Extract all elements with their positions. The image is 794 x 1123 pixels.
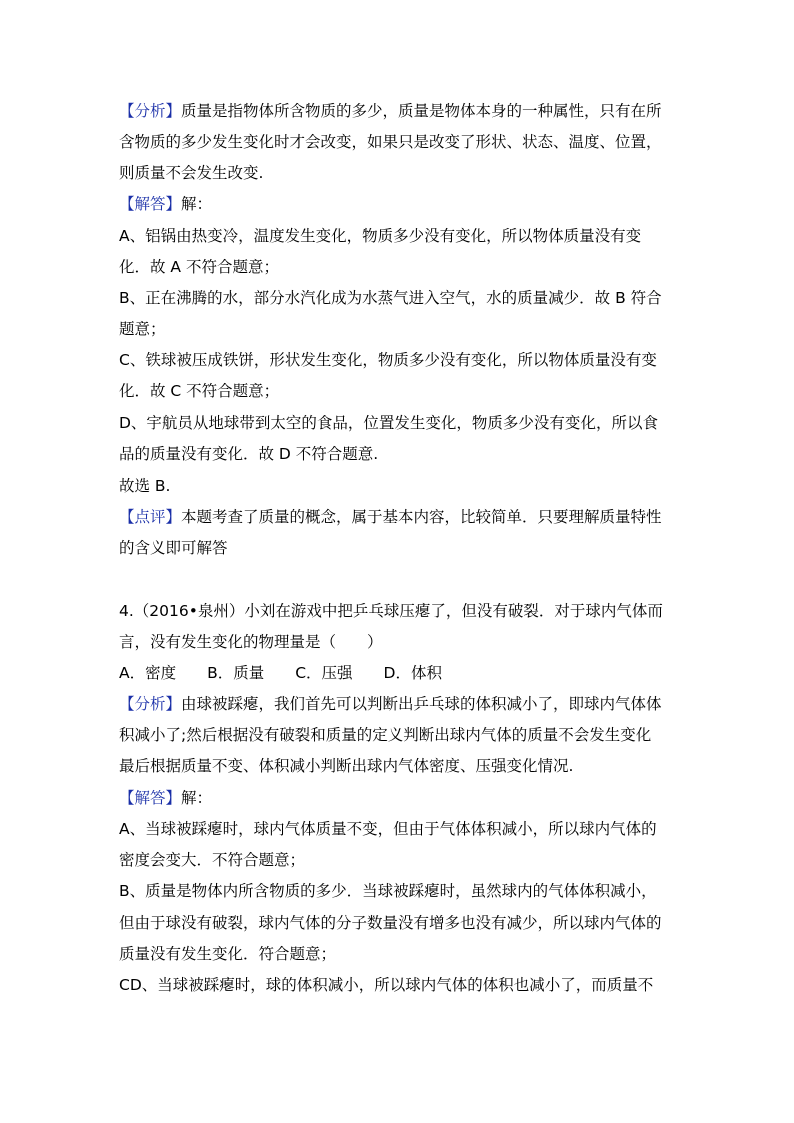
q4-analysis-line-2: 积减小了;然后根据没有破裂和质量的定义判断出球内气体的质量不会发生变化	[119, 726, 652, 744]
q3-analysis-line-1	[119, 101, 662, 121]
q3-analysis-line-3: 则质量不会发生改变.	[119, 164, 264, 182]
q3-comment-line-1	[119, 507, 662, 527]
q3-answer-b-line-1: B、正在沸腾的水，部分水汽化成为水蒸气进入空气，水的质量减少．故 B 符合	[119, 289, 662, 307]
answer-tag: 【解答】	[119, 195, 182, 213]
q4-answer-b-line-2: 但由于球没有破裂，球内气体的分子数量没有增多也没有减少，所以球内气体的	[119, 914, 662, 932]
q4-answer-intro: 解：	[181, 789, 213, 807]
analysis-tag: 【分析】	[119, 695, 182, 713]
q3-answer-heading	[119, 194, 212, 214]
q4-stem-line-2: 言，没有发生变化的物理量是（ ）	[119, 633, 383, 651]
q3-answer-intro: 解：	[181, 195, 213, 213]
q4-answer-cd-line-1: CD、当球被踩瘪时，球的体积减小，所以球内气体的体积也减小了，而质量不	[119, 976, 654, 994]
q4-answer-b-line-3: 质量没有发生变化．符合题意；	[119, 945, 337, 963]
q4-answer-a-line-1: A、当球被踩瘪时，球内气体质量不变，但由于气体体积减小，所以球内气体的	[119, 820, 657, 838]
q3-answer-c-line-2: 化．故 C 不符合题意；	[119, 382, 280, 400]
q4-stem-line-1: 4.（2016•泉州）小刘在游戏中把乒乓球压瘪了，但没有破裂．对于球内气体而	[119, 602, 663, 620]
q3-answer-b-line-2: 题意；	[119, 320, 166, 338]
q4-answer-a-line-2: 密度会变大．不符合题意；	[119, 851, 306, 869]
q3-answer-a-line-1: A、铝锅由热变冷，温度发生变化，物质多少没有变化，所以物体质量没有变	[119, 227, 642, 245]
q3-answer-d-line-2: 品的质量没有变化．故 D 不符合题意.	[119, 445, 379, 463]
q4-answer-b-line-1: B、质量是物体内所含物质的多少．当球被踩瘪时，虽然球内的气体体积减小，	[119, 882, 657, 900]
q3-answer-d-line-1: D、宇航员从地球带到太空的食品，位置发生变化，物质多少没有变化，所以食	[119, 414, 658, 432]
analysis-tag: 【分析】	[119, 102, 182, 120]
q3-analysis-text: 质量是指物体所含物质的多少，质量是物体本身的一种属性，只有在所	[181, 102, 662, 120]
q3-analysis-line-2: 含物质的多少发生变化时才会改变，如果只是改变了形状、状态、温度、位置，	[119, 133, 662, 151]
q4-analysis-line-3: 最后根据质量不变、体积减小判断出球内气体密度、压强变化情况.	[119, 757, 574, 775]
q3-comment-text: 本题考查了质量的概念，属于基本内容，比较简单．只要理解质量特性	[181, 508, 662, 526]
q3-answer-choice: 故选 B.	[119, 477, 171, 495]
q4-analysis-line-1	[119, 694, 662, 714]
q3-comment-line-2: 的含义即可解答	[119, 539, 228, 557]
q3-answer-c-line-1: C、铁球被压成铁饼，形状发生变化，物质多少没有变化，所以物体质量没有变	[119, 351, 657, 369]
answer-tag: 【解答】	[119, 789, 182, 807]
comment-tag: 【点评】	[119, 508, 182, 526]
q4-analysis-text: 由球被踩瘪，我们首先可以判断出乒乓球的体积减小了，即球内气体体	[181, 695, 662, 713]
q4-answer-heading	[119, 788, 212, 808]
q3-answer-a-line-2: 化．故 A 不符合题意；	[119, 258, 279, 276]
q4-options: A．密度 B．质量 C．压强 D．体积	[119, 664, 442, 682]
